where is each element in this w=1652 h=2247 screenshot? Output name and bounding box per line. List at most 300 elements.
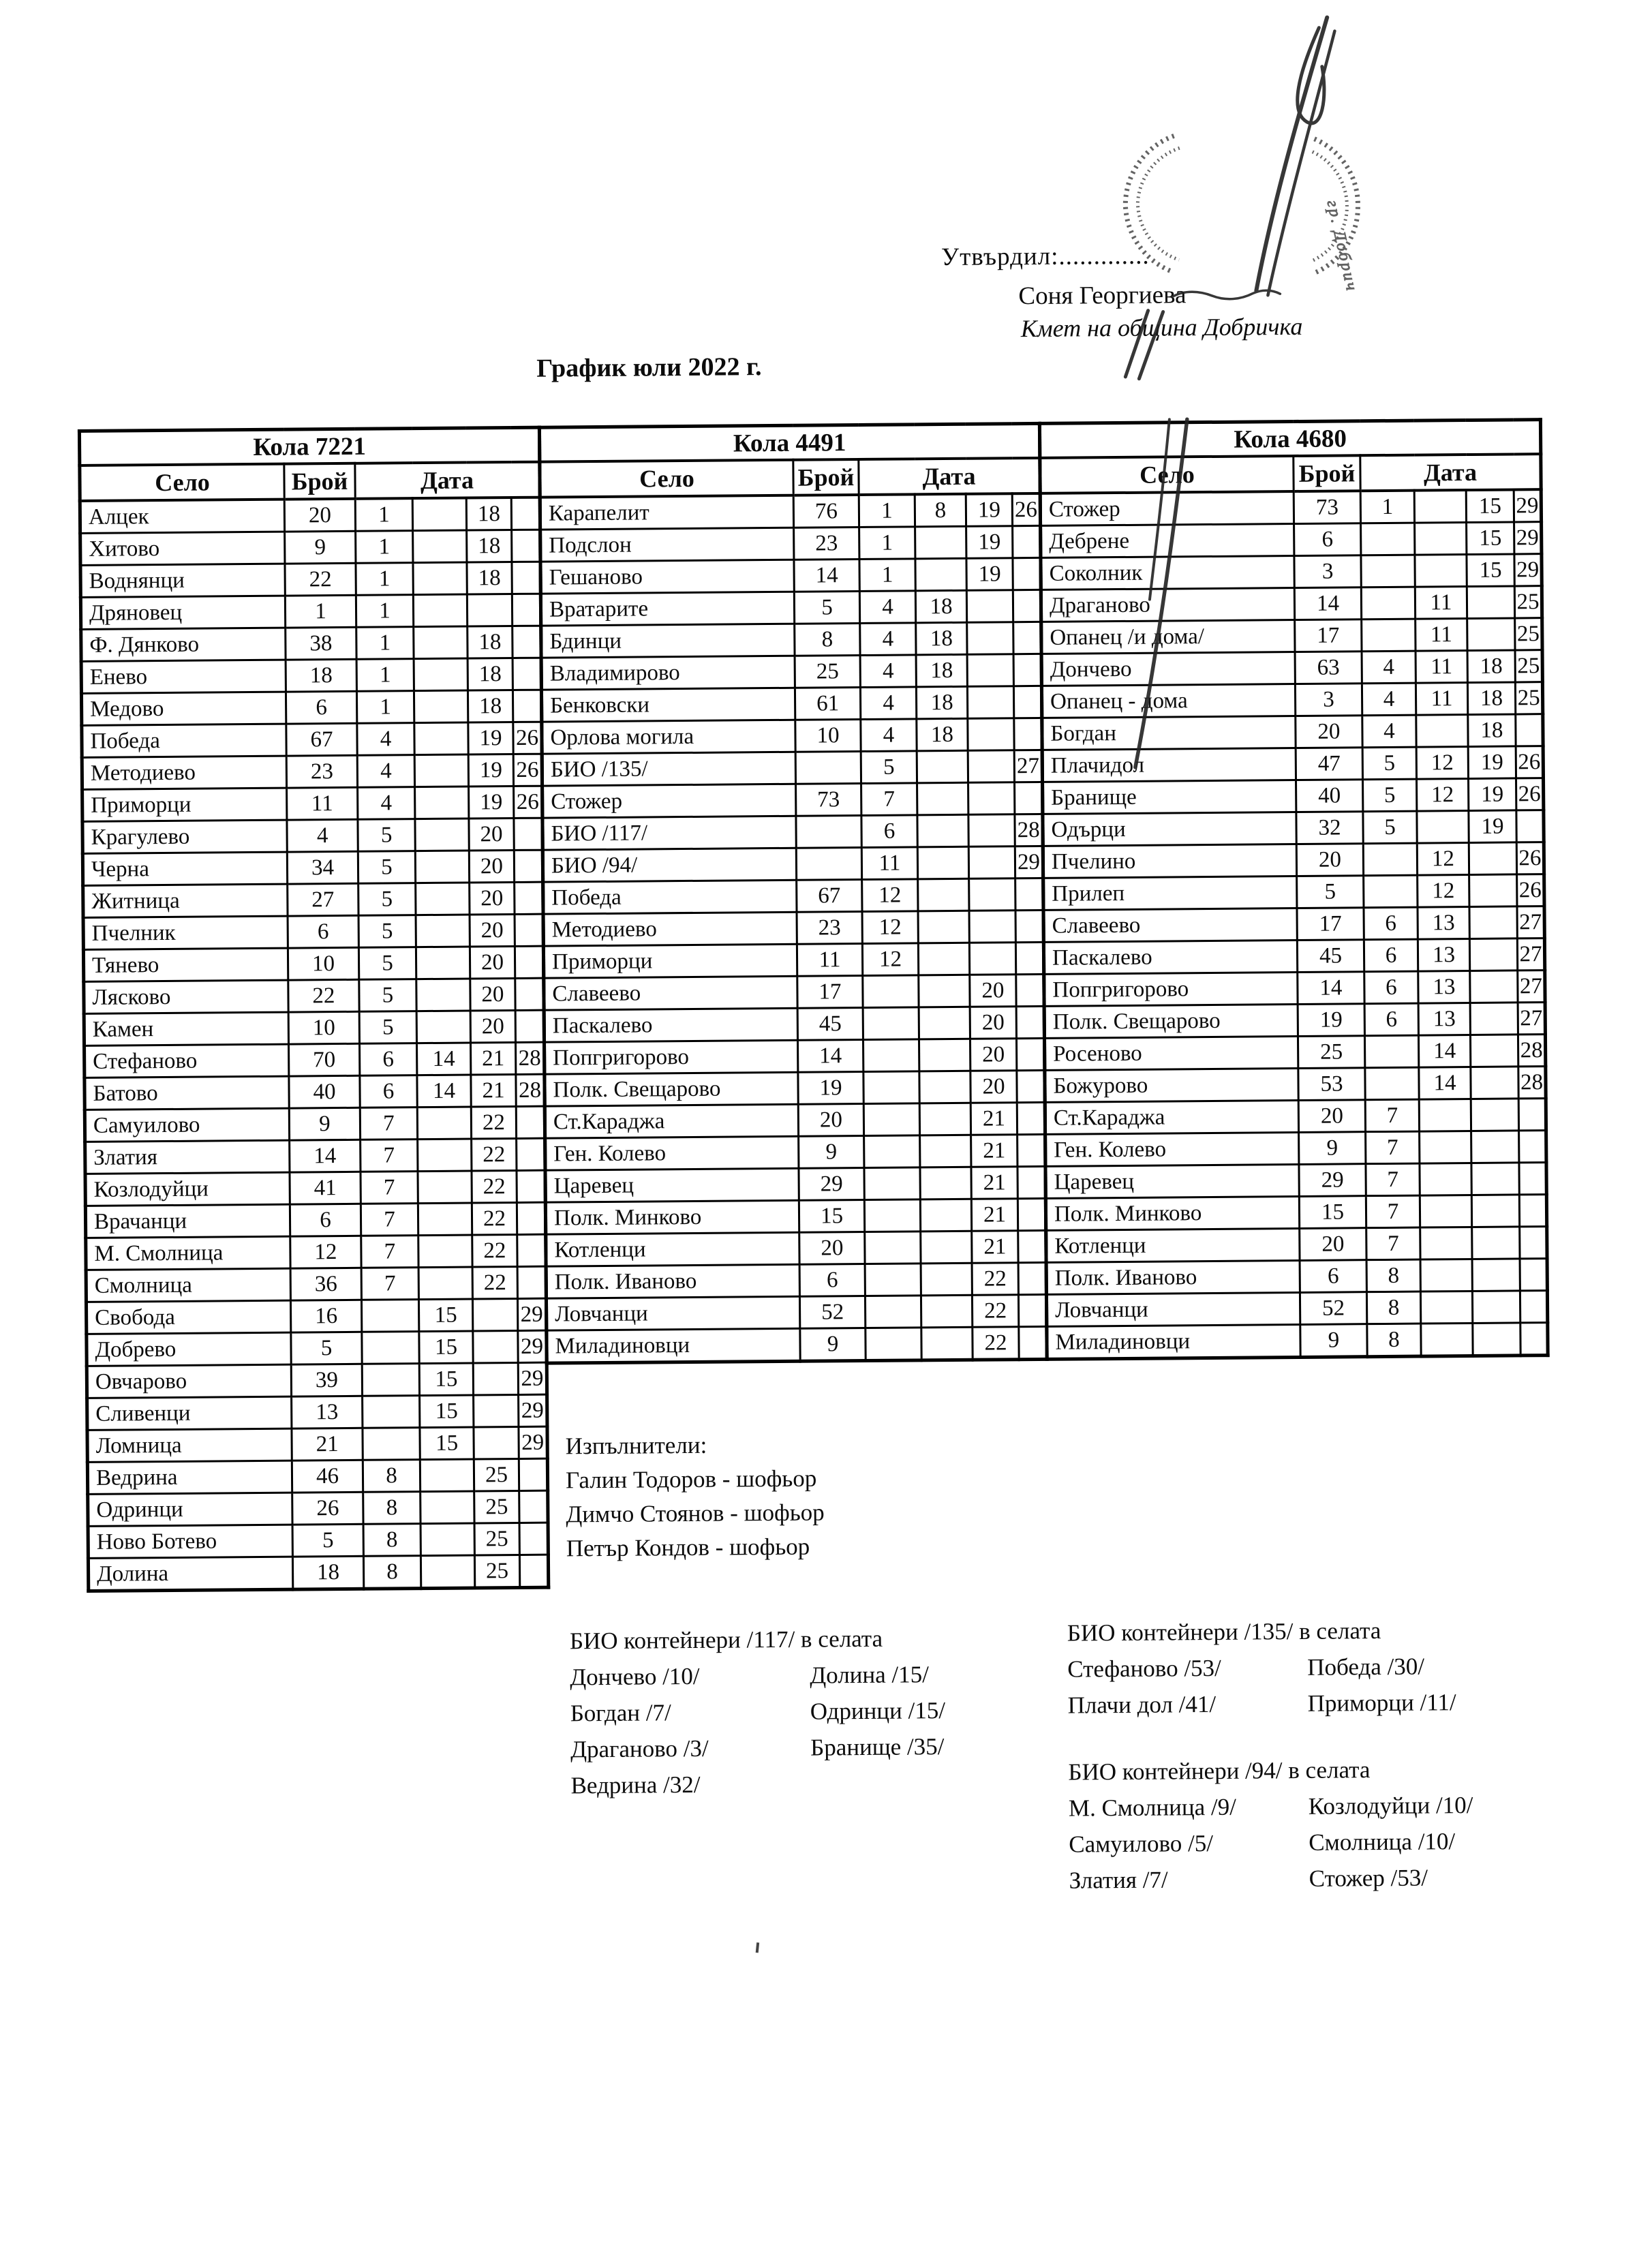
date-cell: 12 (862, 943, 918, 976)
date-cell: 18 (1467, 650, 1515, 683)
date-cell (420, 1459, 474, 1492)
date-cell: 5 (358, 819, 415, 852)
date-cell: 4 (1362, 651, 1416, 684)
list-item: Одринци /15/ (810, 1697, 946, 1725)
date-cell: 29 (1514, 554, 1542, 586)
table-row (1041, 682, 1542, 718)
list-item: Бранище /35/ (810, 1733, 945, 1761)
list-item: М. Смолница /9/ (1068, 1793, 1237, 1822)
table-row (82, 850, 542, 885)
table-row (83, 946, 543, 981)
count-cell (795, 751, 861, 784)
date-cell (472, 1298, 517, 1331)
date-cell: 19 (469, 786, 514, 819)
date-cell (363, 1428, 420, 1461)
count-cell: 20 (1296, 716, 1362, 748)
list-item: Долина /15/ (810, 1661, 930, 1689)
date-cell: 6 (360, 1075, 417, 1108)
date-cell (420, 1491, 474, 1524)
date-cell (918, 911, 969, 943)
date-cell: 29 (518, 1330, 547, 1362)
date-cell: 14 (1419, 1067, 1471, 1099)
date-cell (1417, 810, 1469, 843)
count-cell: 15 (1299, 1196, 1366, 1229)
count-cell: 63 (1295, 652, 1362, 684)
date-cell: 12 (862, 911, 918, 944)
date-cell (865, 1264, 921, 1296)
date-cell: 7 (361, 1204, 418, 1236)
table-row (80, 530, 540, 565)
list-item: Стефаново /53/ (1067, 1654, 1221, 1683)
date-cell: 4 (861, 719, 917, 752)
count-cell: 73 (1294, 491, 1360, 523)
list-item: Победа /30/ (1307, 1653, 1425, 1681)
date-cell (1362, 619, 1416, 652)
village-cell: Победа (543, 880, 797, 914)
date-cell (1516, 810, 1544, 842)
village-cell: Миладиновци (547, 1328, 800, 1363)
date-cell (519, 1458, 547, 1491)
date-cell: 29 (518, 1362, 547, 1394)
date-cell: 6 (1364, 939, 1418, 972)
date-cell (1415, 555, 1467, 587)
village-cell: БИО /135/ (542, 752, 795, 786)
date-cell: 29 (517, 1298, 546, 1330)
village-cell: Самуилово (85, 1108, 289, 1142)
col-header-village: Село (540, 460, 793, 498)
date-cell: 5 (358, 947, 416, 980)
date-cell: 12 (1417, 842, 1469, 875)
table-row (1047, 1323, 1548, 1360)
date-cell (1361, 523, 1415, 555)
date-cell (511, 498, 540, 530)
date-cell: 26 (513, 722, 542, 754)
date-cell: 8 (363, 1524, 420, 1557)
date-cell (418, 1171, 472, 1204)
village-cell: Стожер (1040, 491, 1294, 525)
table-row (1044, 1035, 1545, 1071)
date-cell (513, 690, 541, 722)
date-cell: 4 (357, 755, 414, 788)
date-cell (917, 782, 968, 815)
village-cell: Сливенци (87, 1396, 292, 1430)
village-cell: Славеево (544, 976, 797, 1010)
date-cell: 28 (516, 1042, 545, 1074)
table-row (88, 1523, 548, 1558)
table-row (85, 1042, 545, 1077)
date-cell (919, 1007, 970, 1039)
date-cell: 14 (1418, 1035, 1470, 1067)
date-cell: 5 (359, 1011, 416, 1044)
date-cell (1469, 938, 1517, 971)
date-cell (1361, 555, 1415, 587)
date-cell: 11 (861, 847, 917, 880)
table-row (83, 882, 543, 917)
date-cell (865, 1232, 921, 1264)
count-cell (796, 847, 861, 880)
date-cell: 20 (970, 1039, 1016, 1071)
date-cell: 19 (966, 526, 1013, 559)
date-cell (415, 851, 469, 883)
date-cell: 12 (1418, 874, 1469, 907)
date-cell (515, 1010, 544, 1042)
date-cell (968, 750, 1014, 783)
date-cell: 7 (361, 1268, 418, 1300)
date-cell: 21 (471, 1042, 516, 1075)
village-cell: Владимирово (541, 656, 795, 690)
date-cell: 7 (361, 1236, 418, 1268)
date-cell (863, 975, 919, 1008)
date-cell (515, 882, 543, 914)
bio-col-1 (1067, 1655, 1308, 1730)
table-row (85, 1074, 545, 1110)
table-row (82, 754, 542, 789)
date-cell (418, 1235, 472, 1268)
count-cell: 45 (1297, 940, 1364, 973)
date-cell (921, 1327, 973, 1360)
table-row (1045, 1195, 1546, 1231)
date-cell: 5 (359, 979, 416, 1012)
count-cell: 39 (291, 1364, 362, 1396)
table-row (84, 978, 544, 1013)
date-cell: 18 (468, 690, 513, 723)
date-cell: 18 (1468, 714, 1516, 747)
count-cell: 20 (284, 499, 355, 532)
count-cell: 14 (290, 1140, 361, 1172)
date-cell: 27 (1518, 970, 1545, 1003)
date-cell (968, 782, 1015, 815)
bio-col-1 (1069, 1794, 1309, 1905)
date-cell: 25 (1515, 650, 1542, 682)
stamp-text: гр. Добрич (1323, 198, 1361, 294)
date-cell: 25 (1514, 586, 1542, 618)
date-cell: 7 (1365, 1099, 1419, 1132)
date-cell: 26 (1516, 842, 1544, 874)
date-cell (513, 626, 541, 658)
date-cell (968, 814, 1015, 847)
table-row (85, 1138, 545, 1174)
table-row (1043, 938, 1544, 975)
table-row (1043, 810, 1544, 846)
list-item: Драганово /3/ (570, 1734, 709, 1763)
table-row (1043, 778, 1544, 814)
village-cell: Орлова могила (542, 720, 795, 754)
date-cell (864, 1199, 920, 1232)
table-row (1043, 874, 1544, 911)
date-cell (1419, 1099, 1471, 1131)
date-cell (1421, 1323, 1473, 1356)
village-cell: Победа (82, 724, 286, 757)
date-cell: 21 (971, 1167, 1018, 1199)
date-cell (915, 526, 966, 559)
bio-columns (1067, 1653, 1548, 1730)
list-item: Богдан /7/ (570, 1699, 671, 1727)
schedule-table-car-4680 (1038, 418, 1546, 1361)
date-cell (1014, 718, 1042, 750)
date-cell: 25 (474, 1458, 519, 1491)
count-cell: 20 (798, 1103, 863, 1136)
date-cell (362, 1332, 419, 1364)
date-cell (517, 1266, 546, 1298)
date-cell: 20 (470, 946, 515, 979)
date-cell (414, 626, 468, 659)
date-cell: 18 (915, 590, 966, 623)
table-row (542, 782, 1043, 818)
village-cell: Ловчанци (1046, 1292, 1300, 1326)
date-cell: 27 (1014, 750, 1042, 782)
date-cell (414, 690, 468, 723)
date-cell: 26 (513, 754, 542, 786)
count-cell: 6 (1294, 523, 1361, 556)
date-cell (473, 1362, 518, 1395)
executors-title: Изпълнители: (565, 1431, 707, 1460)
date-cell: 1 (356, 659, 414, 692)
date-cell (416, 1011, 470, 1043)
table-row (542, 718, 1042, 754)
table-row (81, 658, 541, 693)
village-cell: Крагулево (82, 820, 287, 853)
count-cell: 14 (1294, 587, 1361, 620)
village-cell: Драганово (1041, 587, 1294, 622)
date-cell (1018, 1230, 1046, 1262)
date-cell (1017, 1070, 1045, 1102)
date-cell: 18 (916, 622, 967, 655)
table-row (85, 1202, 545, 1238)
village-cell: Стожер (542, 784, 796, 818)
count-cell: 41 (290, 1172, 361, 1204)
date-cell: 1 (356, 531, 413, 564)
date-cell (917, 846, 968, 879)
date-cell: 20 (970, 975, 1016, 1007)
village-cell: Медово (81, 692, 286, 725)
count-cell: 20 (1298, 1100, 1365, 1133)
table-row (1045, 1131, 1546, 1167)
village-cell: Котленци (546, 1232, 799, 1266)
table-row (1043, 906, 1544, 943)
date-cell (1518, 1099, 1546, 1131)
table-row (88, 1555, 548, 1591)
date-cell: 7 (360, 1107, 417, 1140)
date-cell (1420, 1259, 1472, 1291)
date-cell: 20 (470, 1010, 515, 1043)
date-cell: 25 (474, 1491, 519, 1523)
date-cell (967, 654, 1013, 687)
date-cell (1018, 1198, 1045, 1230)
date-cell (1472, 1227, 1520, 1259)
date-cell (967, 686, 1013, 719)
date-cell: 22 (472, 1138, 517, 1171)
date-cell (919, 1071, 970, 1103)
date-cell (1520, 1227, 1547, 1259)
count-cell: 19 (1298, 1004, 1364, 1037)
bio-columns (1069, 1792, 1549, 1905)
schedule-table-car-4491 (538, 422, 1045, 1365)
table-row (87, 1458, 547, 1494)
table-row (1044, 970, 1545, 1007)
date-cell: 19 (468, 722, 513, 755)
count-cell: 9 (289, 1107, 360, 1140)
village-cell: Карапелит (540, 495, 793, 530)
table-row (540, 493, 1040, 530)
village-cell: Бдинци (541, 624, 795, 658)
date-cell (1519, 1195, 1546, 1227)
bio-columns (570, 1662, 1051, 1810)
date-cell (513, 658, 541, 690)
date-cell: 12 (862, 879, 918, 912)
date-cell: 22 (472, 1202, 517, 1235)
table-row (86, 1234, 546, 1270)
village-cell: Пчелино (1043, 844, 1296, 878)
date-cell: 12 (1417, 778, 1469, 811)
table-row (1041, 650, 1542, 686)
count-cell: 9 (799, 1135, 864, 1168)
approver-title: Кмет на община Добричка (1020, 312, 1303, 343)
village-cell: Врачанци (85, 1204, 290, 1238)
date-cell: 5 (1363, 811, 1417, 844)
date-cell: 1 (356, 563, 413, 596)
date-cell: 19 (1469, 810, 1516, 843)
scan-speck (756, 1942, 759, 1953)
count-cell: 73 (796, 783, 861, 816)
date-cell (1470, 970, 1518, 1003)
village-cell: Полк. Минково (1045, 1196, 1299, 1230)
date-cell (1016, 1006, 1044, 1038)
date-cell: 1 (356, 627, 414, 660)
table-row (546, 1294, 1046, 1330)
table-row (545, 1134, 1045, 1170)
date-cell: 25 (1515, 682, 1542, 714)
date-cell (968, 846, 1015, 879)
table-row (542, 750, 1042, 786)
count-cell: 52 (799, 1296, 865, 1328)
date-cell (413, 594, 467, 627)
date-cell (417, 1107, 471, 1140)
date-cell: 5 (861, 751, 917, 784)
table-row (84, 1010, 544, 1045)
village-cell: Царевец (545, 1168, 799, 1202)
date-cell (1015, 782, 1043, 814)
table-row (1042, 746, 1543, 782)
list-item: Козлодуйци /10/ (1308, 1791, 1473, 1820)
date-cell: 22 (472, 1234, 517, 1267)
count-cell: 14 (794, 560, 859, 592)
car-table (1038, 418, 1550, 1361)
date-cell: 20 (469, 850, 514, 883)
table-row (541, 686, 1041, 722)
count-cell: 9 (1299, 1132, 1366, 1165)
date-cell: 14 (417, 1075, 471, 1107)
date-cell (414, 658, 468, 691)
table-row (87, 1330, 547, 1366)
count-cell: 21 (292, 1428, 363, 1461)
date-cell: 5 (358, 883, 416, 916)
village-cell: Овчарово (87, 1364, 291, 1398)
date-cell (517, 1138, 545, 1170)
date-cell: 18 (916, 686, 967, 719)
date-cell: 27 (1517, 938, 1544, 970)
date-cell (1420, 1163, 1471, 1195)
col-header-date: Дата (1360, 454, 1541, 491)
list-item: Самуилово /5/ (1069, 1829, 1214, 1858)
count-cell: 23 (794, 528, 859, 560)
village-cell: Приморци (82, 788, 287, 821)
count-cell: 25 (795, 656, 860, 688)
village-cell: Батово (85, 1076, 289, 1110)
date-cell: 22 (471, 1106, 516, 1139)
table-row (545, 1166, 1045, 1202)
date-cell: 4 (860, 687, 916, 720)
date-cell (1019, 1326, 1047, 1359)
date-cell (919, 1039, 970, 1071)
date-cell: 7 (361, 1140, 418, 1172)
count-cell: 25 (1298, 1036, 1364, 1069)
date-cell (966, 590, 1013, 623)
col-header-village: Село (1040, 456, 1294, 493)
date-cell: 4 (860, 655, 916, 688)
count-cell: 18 (292, 1556, 363, 1589)
count-cell: 11 (287, 787, 358, 820)
list-item: Галин Тодоров - шофьор (565, 1465, 817, 1494)
col-header-count: Брой (1294, 455, 1360, 491)
date-cell (921, 1295, 972, 1328)
village-cell: Хитово (80, 532, 285, 565)
date-cell (416, 915, 470, 947)
date-cell: 28 (516, 1074, 545, 1106)
date-cell: 19 (1469, 778, 1516, 811)
date-cell (920, 1135, 971, 1167)
date-cell: 22 (972, 1295, 1018, 1328)
car-title: Кола 4491 (539, 423, 1039, 461)
count-cell: 5 (1297, 876, 1364, 908)
village-cell: Паскалево (1043, 940, 1297, 974)
date-cell: 15 (1467, 522, 1514, 555)
bio-col-1 (570, 1664, 811, 1810)
date-cell (1469, 874, 1517, 907)
count-cell: 23 (797, 911, 862, 944)
date-cell: 13 (1418, 938, 1469, 971)
village-cell: Прилеп (1043, 876, 1297, 910)
village-cell: Ст.Караджа (545, 1104, 798, 1138)
date-cell (1363, 843, 1417, 876)
date-cell (1520, 1291, 1547, 1323)
date-cell (969, 911, 1015, 943)
date-cell (519, 1555, 548, 1587)
date-cell: 29 (1514, 522, 1542, 554)
table-row (1046, 1259, 1547, 1295)
date-cell (863, 1071, 919, 1104)
date-cell: 1 (1360, 491, 1414, 523)
count-cell: 26 (292, 1492, 363, 1525)
date-cell: 21 (971, 1135, 1018, 1167)
date-cell (866, 1328, 921, 1361)
date-cell: 7 (1366, 1227, 1420, 1260)
count-cell: 40 (289, 1075, 360, 1108)
date-cell (517, 1202, 545, 1234)
date-cell: 4 (357, 723, 414, 756)
date-cell (919, 1103, 970, 1135)
date-cell (1416, 715, 1468, 748)
date-cell (1015, 942, 1043, 974)
date-cell (918, 943, 969, 975)
village-cell: Бранище (1043, 780, 1296, 814)
count-cell: 5 (292, 1524, 363, 1557)
date-cell: 7 (1366, 1131, 1420, 1164)
village-cell: Пчелник (83, 916, 288, 949)
date-cell: 6 (861, 815, 917, 848)
village-cell: Ст.Караджа (1045, 1100, 1298, 1134)
date-cell: 8 (1366, 1259, 1420, 1292)
col-header-village: Село (80, 464, 284, 501)
